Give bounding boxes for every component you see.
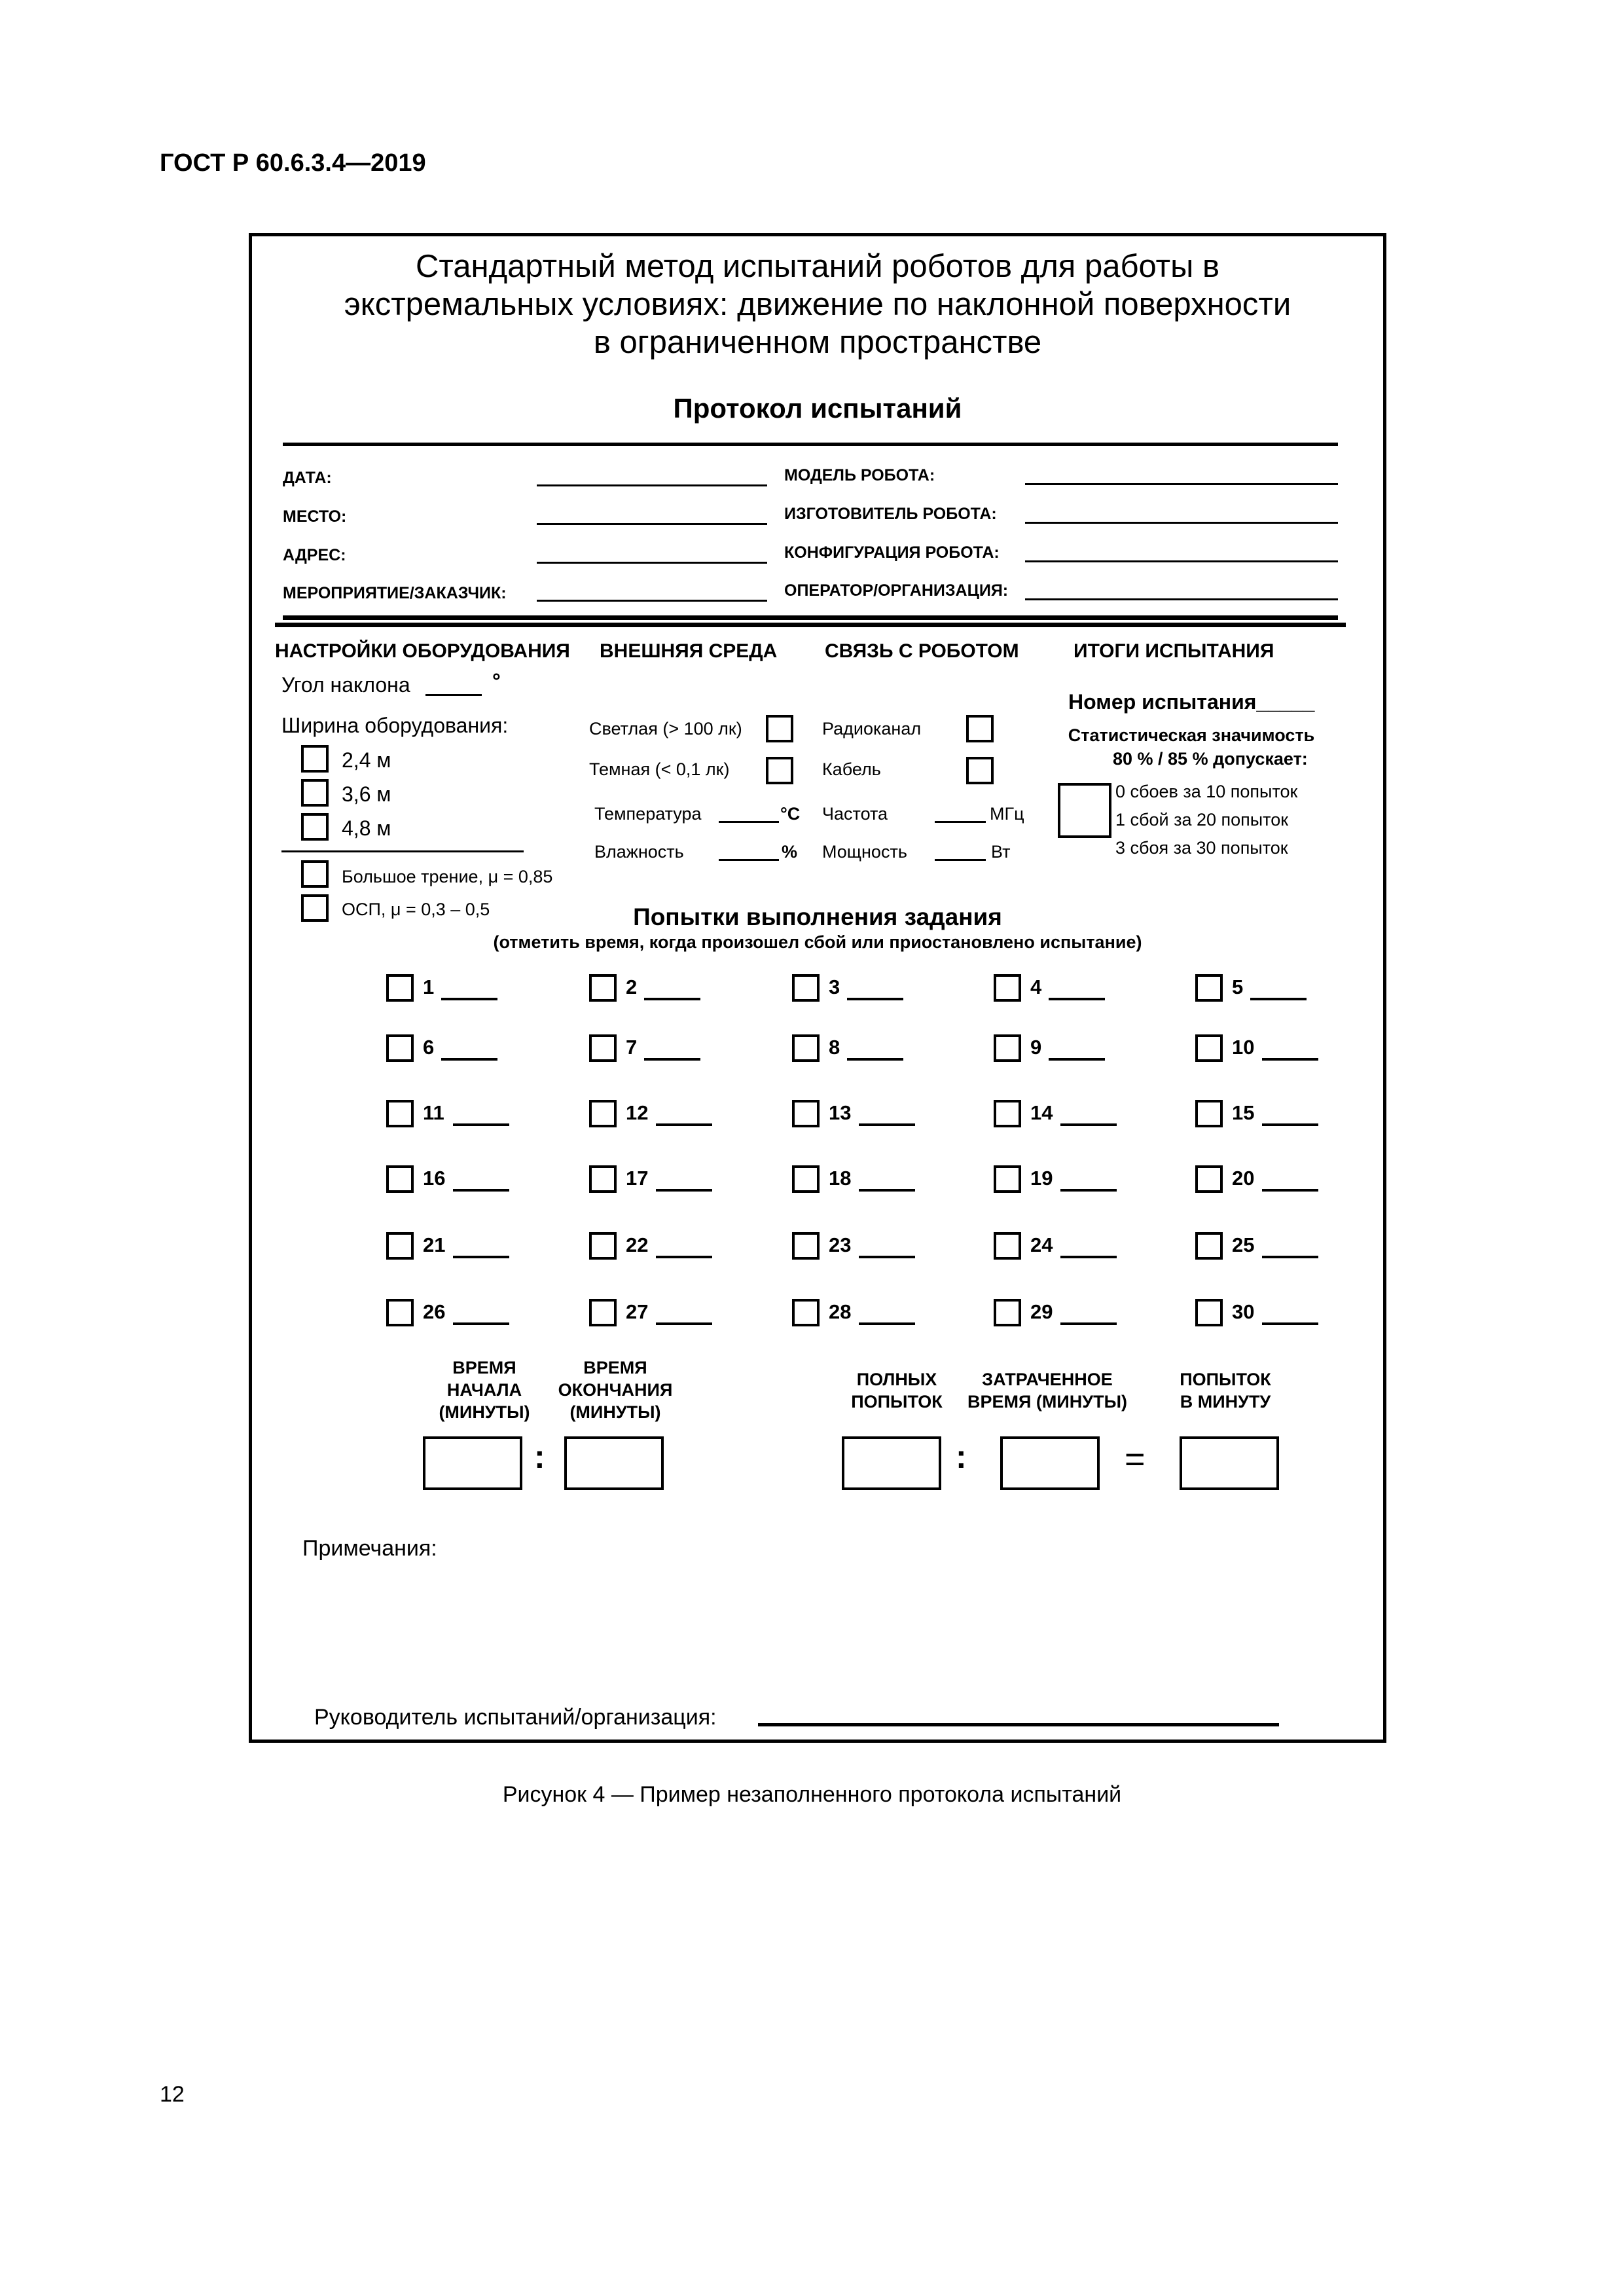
temperature-line[interactable] bbox=[719, 821, 779, 823]
attempt-checkbox[interactable] bbox=[589, 1100, 617, 1127]
attempt-time-line[interactable] bbox=[453, 1123, 509, 1126]
frequency-unit: МГц bbox=[990, 804, 1024, 824]
start-time-label-line: НАЧАЛА bbox=[446, 1380, 522, 1400]
full-attempts-label-line: ПОЛНЫХ bbox=[856, 1370, 937, 1389]
end-time-label-line: ОКОНЧАНИЯ bbox=[558, 1380, 673, 1400]
field-label-address: АДРЕС: bbox=[283, 546, 346, 564]
attempt-number: 2 bbox=[626, 975, 638, 998]
field-line-date[interactable] bbox=[537, 484, 767, 486]
checkbox-high-friction[interactable] bbox=[301, 860, 329, 888]
section-heading-environment: ВНЕШНЯЯ СРЕДА bbox=[600, 640, 778, 662]
attempt-time-line[interactable] bbox=[1262, 1256, 1318, 1258]
attempt-time-line[interactable] bbox=[644, 1058, 700, 1061]
attempt-number: 17 bbox=[626, 1167, 649, 1190]
attempt-time-line[interactable] bbox=[1262, 1123, 1318, 1126]
divider-top bbox=[283, 443, 1338, 446]
form-title-line: Стандартный метод испытаний роботов для работы в bbox=[416, 249, 1219, 284]
end-time-label-line: ВРЕМЯ bbox=[583, 1358, 647, 1377]
attempt-checkbox[interactable] bbox=[994, 974, 1021, 1002]
field-label-model: МОДЕЛЬ РОБОТА: bbox=[784, 466, 935, 484]
comms-radio-label: Радиоканал bbox=[822, 719, 922, 738]
checkbox-radio[interactable] bbox=[966, 715, 994, 742]
attempt-number: 22 bbox=[626, 1233, 649, 1256]
end-time-label-line: (МИНУТЫ) bbox=[569, 1402, 661, 1422]
attempt-number: 8 bbox=[829, 1036, 840, 1059]
attempts-heading: Попытки выполнения задания bbox=[633, 903, 1002, 930]
attempt-time-line[interactable] bbox=[1060, 1322, 1117, 1325]
attempt-number: 10 bbox=[1232, 1036, 1255, 1059]
attempts-per-minute-label bbox=[1147, 1368, 1304, 1413]
attempt-time-line[interactable] bbox=[1262, 1058, 1318, 1061]
attempt-time-line[interactable] bbox=[441, 1058, 497, 1061]
angle-unit: ° bbox=[492, 669, 501, 693]
spent-time-label-line: ВРЕМЯ (МИНУТЫ) bbox=[967, 1392, 1127, 1412]
document-code: ГОСТ Р 60.6.3.4—2019 bbox=[160, 149, 426, 177]
attempt-checkbox[interactable] bbox=[589, 1165, 617, 1193]
attempt-time-line[interactable] bbox=[847, 998, 903, 1000]
attempt-number: 15 bbox=[1232, 1101, 1255, 1124]
attempt-checkbox[interactable] bbox=[792, 974, 820, 1002]
checkbox-width-2-4[interactable] bbox=[301, 745, 329, 773]
width-label: Ширина оборудования: bbox=[281, 714, 509, 737]
attempt-checkbox[interactable] bbox=[386, 1299, 414, 1326]
attempts-per-minute-box[interactable] bbox=[1180, 1436, 1279, 1490]
attempt-number: 27 bbox=[626, 1300, 649, 1323]
attempt-number: 1 bbox=[423, 975, 435, 998]
attempt-checkbox[interactable] bbox=[1195, 1232, 1223, 1260]
attempt-time-line[interactable] bbox=[859, 1322, 915, 1325]
attempt-checkbox[interactable] bbox=[994, 1232, 1021, 1260]
angle-label: Угол наклона bbox=[281, 673, 410, 697]
field-label-event: МЕРОПРИЯТИЕ/ЗАКАЗЧИК: bbox=[283, 584, 507, 602]
surface-option-label: Большое трение, μ = 0,85 bbox=[342, 867, 553, 886]
attempt-number: 16 bbox=[423, 1167, 446, 1190]
field-line-manufacturer[interactable] bbox=[1025, 522, 1338, 524]
trial-number-label: Номер испытания_____ bbox=[1068, 690, 1315, 714]
full-attempts-box[interactable] bbox=[842, 1436, 941, 1490]
env-humidity-label: Влажность bbox=[594, 842, 684, 862]
divider-double-2 bbox=[275, 623, 1346, 627]
attempt-time-line[interactable] bbox=[1060, 1123, 1117, 1126]
attempt-checkbox[interactable] bbox=[1195, 1100, 1223, 1127]
attempt-number: 20 bbox=[1232, 1167, 1255, 1190]
attempt-time-line[interactable] bbox=[656, 1256, 712, 1258]
attempts-subheading: (отметить время, когда произошел сбой или приостановлено испытание) bbox=[493, 932, 1142, 952]
ratio-colon: : bbox=[956, 1438, 967, 1475]
angle-line[interactable] bbox=[425, 694, 482, 696]
temperature-unit: °C bbox=[780, 804, 801, 824]
attempt-time-line[interactable] bbox=[453, 1322, 509, 1325]
start-time-label-line: (МИНУТЫ) bbox=[439, 1402, 530, 1422]
comms-frequency-label: Частота bbox=[822, 804, 888, 824]
attempt-checkbox[interactable] bbox=[792, 1034, 820, 1062]
field-line-configuration[interactable] bbox=[1025, 560, 1338, 562]
attempt-checkbox[interactable] bbox=[1195, 974, 1223, 1002]
attempt-checkbox[interactable] bbox=[1195, 1034, 1223, 1062]
attempt-number: 23 bbox=[829, 1233, 852, 1256]
attempt-number: 7 bbox=[626, 1036, 638, 1059]
supervisor-signature-line[interactable] bbox=[758, 1723, 1279, 1726]
attempt-checkbox[interactable] bbox=[386, 974, 414, 1002]
attempt-time-line[interactable] bbox=[1049, 998, 1105, 1000]
attempt-checkbox[interactable] bbox=[994, 1100, 1021, 1127]
stat-significance-line1: Статистическая значимость bbox=[1068, 725, 1315, 745]
field-label-configuration: КОНФИГУРАЦИЯ РОБОТА: bbox=[784, 543, 1000, 562]
attempt-number: 12 bbox=[626, 1101, 649, 1124]
field-label-date: ДАТА: bbox=[283, 469, 332, 487]
attempt-time-line[interactable] bbox=[1250, 998, 1307, 1000]
attempt-time-line[interactable] bbox=[859, 1123, 915, 1126]
checkbox-light[interactable] bbox=[766, 715, 793, 742]
field-line-model[interactable] bbox=[1025, 483, 1338, 485]
end-time-label bbox=[537, 1357, 694, 1423]
surface-option-label: ОСП, μ = 0,3 – 0,5 bbox=[342, 900, 490, 919]
attempt-time-line[interactable] bbox=[644, 998, 700, 1000]
checkbox-dark[interactable] bbox=[766, 757, 793, 784]
comms-power-label: Мощность bbox=[822, 842, 907, 862]
checkbox-width-3-6[interactable] bbox=[301, 779, 329, 807]
attempt-checkbox[interactable] bbox=[1195, 1299, 1223, 1326]
humidity-unit: % bbox=[782, 842, 798, 862]
spent-time-label bbox=[949, 1368, 1146, 1413]
failure-option: 0 сбоев за 10 попыток bbox=[1115, 782, 1298, 801]
attempt-checkbox[interactable] bbox=[386, 1165, 414, 1193]
attempt-checkbox[interactable] bbox=[589, 974, 617, 1002]
attempt-checkbox[interactable] bbox=[994, 1165, 1021, 1193]
form-subtitle: Протокол испытаний bbox=[673, 393, 962, 424]
spent-time-label-line: ЗАТРАЧЕННОЕ bbox=[982, 1370, 1113, 1389]
end-time-box[interactable] bbox=[564, 1436, 664, 1490]
width-option-label: 4,8 м bbox=[342, 816, 391, 840]
env-light-label: Светлая (> 100 лк) bbox=[589, 719, 742, 738]
attempt-time-line[interactable] bbox=[453, 1189, 509, 1192]
attempt-checkbox[interactable] bbox=[386, 1034, 414, 1062]
attempt-number: 13 bbox=[829, 1101, 852, 1124]
humidity-line[interactable] bbox=[719, 859, 779, 861]
width-option-label: 3,6 м bbox=[342, 782, 391, 806]
attempt-number: 5 bbox=[1232, 975, 1244, 998]
attempt-checkbox[interactable] bbox=[994, 1299, 1021, 1326]
field-line-event[interactable] bbox=[537, 600, 767, 602]
equipment-divider bbox=[281, 850, 524, 852]
attempt-number: 11 bbox=[423, 1101, 444, 1124]
spent-time-box[interactable] bbox=[1000, 1436, 1100, 1490]
field-line-place[interactable] bbox=[537, 523, 767, 525]
attempt-number: 30 bbox=[1232, 1300, 1255, 1323]
section-heading-comms: СВЯЗЬ С РОБОТОМ bbox=[825, 640, 1019, 662]
attempt-time-line[interactable] bbox=[656, 1189, 712, 1192]
attempt-checkbox[interactable] bbox=[792, 1165, 820, 1193]
attempt-number: 26 bbox=[423, 1300, 446, 1323]
power-unit: Вт bbox=[991, 842, 1011, 862]
section-heading-equipment: НАСТРОЙКИ ОБОРУДОВАНИЯ bbox=[275, 640, 570, 662]
notes-label: Примечания: bbox=[302, 1536, 437, 1561]
attempt-time-line[interactable] bbox=[1060, 1256, 1117, 1258]
attempt-time-line[interactable] bbox=[859, 1256, 915, 1258]
start-time-label-line: ВРЕМЯ bbox=[452, 1358, 516, 1377]
form-title bbox=[249, 247, 1386, 361]
attempt-number: 14 bbox=[1030, 1101, 1053, 1124]
comms-cable-label: Кабель bbox=[822, 759, 881, 779]
attempt-checkbox[interactable] bbox=[994, 1034, 1021, 1062]
attempt-number: 18 bbox=[829, 1167, 852, 1190]
attempt-checkbox[interactable] bbox=[386, 1100, 414, 1127]
attempt-checkbox[interactable] bbox=[792, 1299, 820, 1326]
attempt-number: 28 bbox=[829, 1300, 852, 1323]
env-temperature-label: Температура bbox=[594, 804, 702, 824]
stat-significance-line2: 80 % / 85 % допускает: bbox=[1113, 749, 1308, 769]
attempt-time-line[interactable] bbox=[1060, 1189, 1117, 1192]
start-time-box[interactable] bbox=[423, 1436, 522, 1490]
attempt-time-line[interactable] bbox=[859, 1189, 915, 1192]
attempt-checkbox[interactable] bbox=[792, 1232, 820, 1260]
attempt-checkbox[interactable] bbox=[386, 1232, 414, 1260]
attempt-time-line[interactable] bbox=[656, 1123, 712, 1126]
attempts-per-minute-label-line: ПОПЫТОК bbox=[1180, 1370, 1271, 1389]
attempt-time-line[interactable] bbox=[441, 998, 497, 1000]
attempt-checkbox[interactable] bbox=[589, 1299, 617, 1326]
attempts-per-minute-label-line: В МИНУТУ bbox=[1180, 1392, 1271, 1412]
time-colon: : bbox=[534, 1438, 545, 1475]
page-number: 12 bbox=[160, 2082, 185, 2107]
attempt-time-line[interactable] bbox=[847, 1058, 903, 1061]
attempt-checkbox[interactable] bbox=[589, 1034, 617, 1062]
checkbox-width-4-8[interactable] bbox=[301, 813, 329, 841]
power-line[interactable] bbox=[935, 859, 986, 861]
attempt-number: 29 bbox=[1030, 1300, 1053, 1323]
attempt-number: 3 bbox=[829, 975, 840, 998]
field-label-place: МЕСТО: bbox=[283, 507, 347, 526]
field-line-operator[interactable] bbox=[1025, 598, 1338, 600]
field-line-address[interactable] bbox=[537, 562, 767, 564]
form-title-line: экстремальных условиях: движение по наклонной поверхности bbox=[344, 287, 1291, 322]
attempt-checkbox[interactable] bbox=[589, 1232, 617, 1260]
failure-criteria-box[interactable] bbox=[1058, 783, 1111, 838]
failure-option: 3 сбоя за 30 попыток bbox=[1115, 838, 1288, 858]
section-heading-results: ИТОГИ ИСПЫТАНИЯ bbox=[1074, 640, 1274, 662]
width-option-label: 2,4 м bbox=[342, 748, 391, 772]
attempt-number: 21 bbox=[423, 1233, 446, 1256]
attempt-number: 4 bbox=[1030, 975, 1042, 998]
figure-caption: Рисунок 4 — Пример незаполненного протокола испытаний bbox=[502, 1782, 1122, 1807]
form-title-line: в ограниченном пространстве bbox=[593, 325, 1042, 360]
attempt-number: 6 bbox=[423, 1036, 435, 1059]
attempt-time-line[interactable] bbox=[1262, 1189, 1318, 1192]
attempt-time-line[interactable] bbox=[656, 1322, 712, 1325]
attempt-time-line[interactable] bbox=[1049, 1058, 1105, 1061]
field-label-operator: ОПЕРАТОР/ОРГАНИЗАЦИЯ: bbox=[784, 581, 1009, 600]
frequency-line[interactable] bbox=[935, 821, 986, 823]
failure-option: 1 сбой за 20 попыток bbox=[1115, 810, 1289, 829]
env-dark-label: Темная (< 0,1 лк) bbox=[589, 759, 730, 779]
attempt-number: 24 bbox=[1030, 1233, 1053, 1256]
attempt-checkbox[interactable] bbox=[792, 1100, 820, 1127]
equals-sign: = bbox=[1125, 1440, 1146, 1479]
divider-double-1 bbox=[283, 615, 1338, 620]
field-label-manufacturer: ИЗГОТОВИТЕЛЬ РОБОТА: bbox=[784, 505, 997, 523]
full-attempts-label-line: ПОПЫТОК bbox=[851, 1392, 943, 1412]
attempt-number: 25 bbox=[1232, 1233, 1255, 1256]
attempt-time-line[interactable] bbox=[453, 1256, 509, 1258]
attempt-checkbox[interactable] bbox=[1195, 1165, 1223, 1193]
attempt-number: 19 bbox=[1030, 1167, 1053, 1190]
checkbox-cable[interactable] bbox=[966, 757, 994, 784]
attempt-time-line[interactable] bbox=[1262, 1322, 1318, 1325]
attempt-number: 9 bbox=[1030, 1036, 1042, 1059]
supervisor-label: Руководитель испытаний/организация: bbox=[314, 1705, 717, 1730]
